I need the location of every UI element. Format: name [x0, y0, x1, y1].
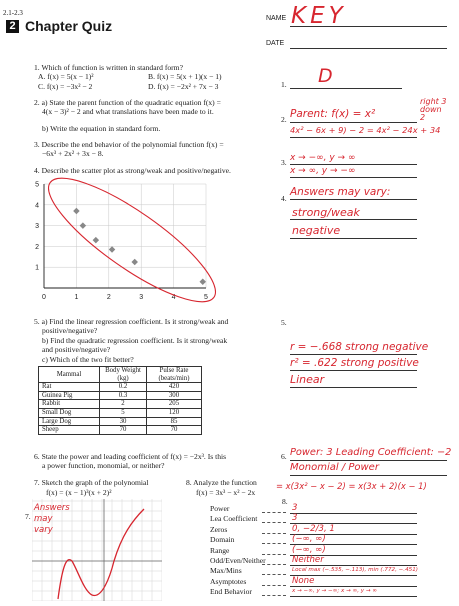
scatter-plot: [30, 176, 220, 308]
q1-option-a: A. f(x) = 5(x − 1)²: [38, 72, 94, 81]
answer-line: [290, 164, 417, 165]
answer-number-5: 5.: [281, 318, 287, 327]
answer-3-line2: x → ∞, y → −∞: [290, 166, 356, 176]
answer-5-line2: r² = .622 strong positive: [290, 357, 419, 369]
x-tick-label: 2: [106, 294, 111, 301]
answer-line: [290, 238, 417, 239]
name-value: KEY: [291, 3, 347, 29]
answer-5-line3: Linear: [290, 373, 325, 386]
table-row: Small Dog 5 120: [39, 408, 202, 417]
data-point: [80, 222, 87, 229]
table-row: Sheep 70 70: [39, 426, 202, 435]
analysis-label: Asymptotes: [210, 576, 247, 586]
data-point: [200, 279, 207, 286]
data-point: [73, 208, 80, 215]
name-line: [290, 26, 447, 27]
question-4: 4. Describe the scatter plot as strong/weak and positive/negative.: [34, 166, 231, 175]
table-header: Mammal: [39, 367, 100, 383]
y-tick-label: 3: [35, 223, 39, 231]
answer-3-line1: x → −∞, y → ∞: [290, 153, 356, 163]
analysis-answer: (−∞, ∞): [292, 534, 326, 545]
answer-line: [290, 370, 417, 371]
question-2a-line2: 4(x − 3)² − 2 and what translations have been made to it.: [42, 107, 214, 116]
answer-6-line2: Monomial / Power: [290, 462, 379, 473]
table-row: Rabbit 2 205: [39, 400, 202, 409]
question-5c: c) Which of the two fit better?: [42, 355, 134, 364]
answer-line: [290, 387, 417, 388]
leader-dash: [262, 554, 286, 555]
answer-number-4: 4.: [281, 194, 287, 203]
x-tick-label: 0: [42, 294, 46, 301]
analysis-label: End Behavior: [210, 587, 252, 597]
answer-line: [290, 354, 417, 355]
analysis-answer: Neither: [292, 555, 324, 565]
x-tick-label: 1: [74, 294, 79, 301]
answer-number-3: 3.: [281, 158, 287, 167]
leader-dash: [262, 522, 286, 523]
table-header: Body Weight (kg): [100, 367, 147, 383]
question-1: 1. Which of function is written in standard form?: [34, 63, 183, 72]
answer-number-1: 1.: [281, 80, 287, 89]
analysis-label: Odd/Even/Neither: [210, 556, 266, 565]
question-5a-line1: 5. a) Find the linear regression coefficient. Is it strong/weak and: [34, 317, 229, 326]
analysis-label: Power: [210, 504, 230, 513]
analysis-answer: 0, −2/3, 1: [292, 523, 335, 534]
sketch-note: Answers may vary: [34, 503, 70, 535]
leader-dash: [262, 543, 286, 544]
answer-line: [290, 513, 417, 514]
y-tick-label: 4: [35, 202, 39, 210]
x-tick-label: 3: [139, 294, 144, 301]
y-tick-label: 1: [35, 264, 39, 272]
question-6-line1: 6. State the power and leading coefficient of f(x) = −2x³. Is this: [34, 452, 227, 461]
question-2a-line1: 2. a) State the parent function of the quadratic equation f(x) =: [34, 98, 221, 107]
answer-line: [290, 475, 447, 476]
answer-2-line1: Parent: f(x) = x²: [290, 108, 376, 120]
data-point: [93, 237, 100, 244]
answer-line: [290, 219, 417, 220]
data-point: [109, 246, 116, 253]
q1-option-c: C. f(x) = −3x² − 2: [38, 82, 93, 91]
analysis-label: Range: [210, 545, 230, 555]
answer-line: [290, 596, 417, 597]
question-3-line1: 3. Describe the end behavior of the polynomial function f(x) =: [34, 140, 224, 149]
question-5a-line2: positive/negative?: [42, 326, 98, 335]
question-8-line1: 8. Analyze the function: [186, 478, 257, 487]
analysis-label: Lea Coefficient: [210, 514, 258, 524]
analysis-answer: 3: [292, 513, 298, 524]
answer-4-line3: negative: [292, 224, 341, 237]
answer-line: [290, 460, 447, 461]
analysis-answer: None: [292, 575, 315, 586]
question-8-line2: f(x) = 3x³ − x² − 2x: [196, 488, 256, 497]
answer-number-7: 7.: [25, 512, 31, 521]
y-tick-label: 2: [35, 243, 39, 251]
x-tick-label: 5: [204, 294, 208, 301]
answer-8-factored: = x(3x² − x − 2) = x(3x + 2)(x − 1): [276, 481, 427, 491]
table-header: Pulse Rate (beats/min): [147, 367, 202, 383]
date-label: DATE: [266, 40, 285, 47]
leader-dash: [262, 564, 286, 565]
answer-line: [290, 137, 417, 138]
question-7-line1: 7. Sketch the graph of the polynomial: [34, 478, 149, 487]
answer-number-2: 2.: [281, 115, 287, 124]
answer-6-line1: Power: 3 Leading Coefficient: −2: [290, 447, 452, 458]
question-7-line2: f(x) = (x − 1)³(x + 2)²: [46, 488, 112, 497]
analysis-label: Domain: [210, 535, 235, 545]
question-2b: b) Write the equation in standard form.: [42, 124, 161, 133]
plot-axes: [35, 182, 208, 302]
section-number: 2.1-2.3: [3, 9, 23, 17]
answer-line: [290, 199, 417, 200]
analysis-answer: Local max (−.535, −.113), min (.772, −.451): [292, 567, 418, 574]
table-row: Guinea Pig 0.3 300: [39, 391, 202, 400]
answer-4-line1: Answers may vary:: [290, 186, 391, 198]
table-row: Large Dog 30 85: [39, 417, 202, 426]
leader-dash: [262, 533, 286, 534]
analysis-label: Max/Mins: [210, 566, 242, 576]
y-tick-label: 5: [35, 181, 39, 189]
analysis-label: Zeros: [210, 524, 228, 534]
data-point: [131, 259, 138, 266]
leader-dash: [262, 512, 286, 513]
answer-number-8: 8.: [282, 497, 288, 506]
mammal-table: [38, 366, 202, 435]
question-3-line2: −6x³ + 2x² + 3x − 8.: [42, 149, 104, 158]
chapter-number-badge: 2: [6, 20, 19, 33]
leader-dash: [262, 585, 286, 586]
answer-line: [290, 88, 402, 89]
answer-2-line2: 4x² − 6x + 9) − 2 = 4x² − 24x + 34: [290, 125, 441, 135]
answer-1: D: [318, 65, 333, 87]
sketched-curve: [58, 509, 144, 599]
table-row: Rat 0.2 420: [39, 383, 202, 392]
answer-number-6: 6.: [281, 452, 287, 461]
question-5b-line1: b) Find the quadratic regression coefficient. Is it strong/weak: [42, 336, 228, 345]
answer-2-note: right 3 down 2: [420, 97, 447, 122]
leader-dash: [262, 574, 286, 575]
answer-4-line2: strong/weak: [292, 206, 360, 219]
analysis-answer: (−∞, ∞): [292, 544, 326, 555]
answer-5-line1: r = −.668 strong negative: [290, 341, 429, 353]
x-tick-label: 4: [171, 294, 176, 301]
question-6-line2: a power function, monomial, or neither?: [42, 461, 165, 470]
name-label: NAME: [266, 15, 287, 22]
question-5b-line2: and positive/negative?: [42, 345, 111, 354]
date-line: [290, 48, 447, 49]
page-title: Chapter Quiz: [25, 18, 113, 34]
table-header-row: [39, 367, 202, 383]
answer-line: [290, 122, 417, 123]
analysis-answer: x → −∞, y → −∞; x → ∞, y → ∞: [292, 588, 378, 595]
q1-option-d: D. f(x) = −2x² + 7x − 3: [148, 82, 219, 91]
analysis-answer: 3: [292, 503, 298, 513]
answer-line: [290, 177, 417, 178]
q1-option-b: B. f(x) = 5(x + 1)(x − 1): [148, 72, 222, 81]
leader-dash: [262, 595, 286, 596]
